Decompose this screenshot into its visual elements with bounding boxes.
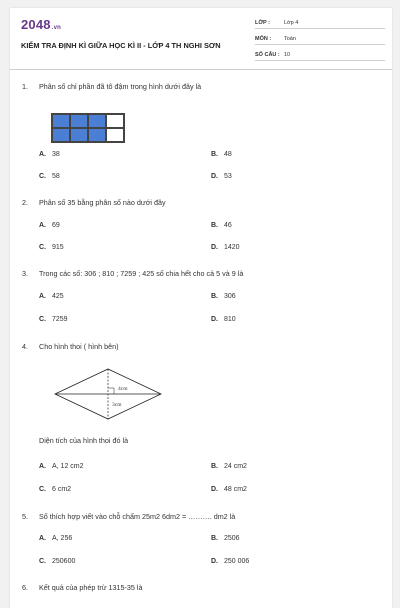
meta-label: LỚP :	[255, 20, 270, 26]
option-a[interactable]	[39, 293, 64, 300]
question-text: Kết quả của phép trừ 1315-35 là	[39, 583, 143, 592]
question-number: 3.	[22, 269, 28, 278]
option-value: 58	[52, 173, 60, 180]
option-value: 306	[224, 293, 236, 300]
option-a[interactable]	[39, 535, 72, 542]
option-a[interactable]	[39, 463, 84, 470]
option-b[interactable]	[211, 535, 240, 542]
meta-value: Lớp 4	[284, 20, 299, 26]
question-subtext: Diện tích của hình thoi đó là	[39, 436, 129, 445]
option-letter: A.	[39, 293, 46, 300]
option-letter: D.	[211, 486, 218, 493]
option-b[interactable]	[211, 463, 247, 470]
question-text: Phân số 35 bằng phân số nào dưới đây	[39, 198, 166, 207]
option-value: 250 006	[224, 558, 250, 565]
logo-suffix: .vn	[51, 25, 62, 31]
rhombus-figure	[54, 368, 162, 420]
option-letter: B.	[211, 222, 218, 229]
exam-header	[10, 8, 392, 70]
option-letter: D.	[211, 244, 218, 251]
exam-meta	[255, 15, 385, 63]
meta-label: MÔN :	[255, 36, 272, 42]
option-d[interactable]	[211, 486, 247, 493]
option-letter: A.	[39, 535, 46, 542]
question-text: Số thích hợp viết vào chỗ chấm 25m2 6dm2 = ………. dm2 là	[39, 512, 236, 521]
exam-page	[10, 8, 392, 608]
option-value: A, 256	[52, 535, 73, 542]
option-letter: A.	[39, 463, 46, 470]
meta-row-count	[255, 47, 385, 61]
option-value: 48	[224, 151, 232, 158]
option-b[interactable]	[211, 222, 232, 229]
label-4cm: 4cm	[118, 386, 128, 392]
option-letter: C.	[39, 486, 46, 493]
grid-cell-empty	[106, 114, 124, 128]
option-c[interactable]	[39, 244, 64, 251]
option-letter: D.	[211, 316, 218, 323]
option-value: 250600	[52, 558, 76, 565]
exam-title: KIỂM TRA ĐỊNH KÌ GIỮA HỌC KÌ II - LỚP 4 TH NGHI SƠN	[21, 41, 221, 50]
option-letter: C.	[39, 173, 46, 180]
option-d[interactable]	[211, 173, 232, 180]
option-letter: D.	[211, 558, 218, 565]
option-value: 69	[52, 222, 60, 229]
question-number: 5.	[22, 512, 28, 521]
logo-text: 2048	[21, 17, 51, 32]
option-value: 2506	[224, 535, 240, 542]
option-letter: A.	[39, 151, 46, 158]
option-d[interactable]	[211, 244, 240, 251]
question-number: 6.	[22, 583, 28, 592]
meta-row-subject	[255, 31, 385, 45]
meta-value: Toán	[284, 36, 296, 42]
site-logo[interactable]	[21, 17, 61, 32]
grid-cell-filled	[52, 114, 70, 128]
meta-value: 10	[284, 52, 291, 58]
option-letter: B.	[211, 535, 218, 542]
option-letter: B.	[211, 293, 218, 300]
option-value: A, 12 cm2	[52, 463, 84, 470]
option-letter: B.	[211, 151, 218, 158]
option-value: 24 cm2	[224, 463, 247, 470]
option-c[interactable]	[39, 486, 71, 493]
question-text: Cho hình thoi ( hình bên)	[39, 342, 119, 351]
right-angle-mark	[108, 388, 114, 394]
option-a[interactable]	[39, 151, 60, 158]
fraction-grid	[51, 113, 125, 143]
label-3cm: 3cm	[112, 402, 122, 408]
option-value: 915	[52, 244, 64, 251]
question-text: Phân số chỉ phần đã tô đậm trong hình dưới đây là	[39, 82, 202, 91]
option-b[interactable]	[211, 151, 232, 158]
option-d[interactable]	[211, 558, 249, 565]
grid-cell-filled	[70, 128, 88, 142]
grid-cell-filled	[70, 114, 88, 128]
option-value: 1420	[224, 244, 240, 251]
option-c[interactable]	[39, 316, 68, 323]
question-text: Trong các số: 306 ; 810 ; 7259 ; 425 số chia hết cho cả 5 và 9 là	[39, 269, 244, 278]
meta-row-class	[255, 15, 385, 29]
question-number: 4.	[22, 342, 28, 351]
option-letter: D.	[211, 173, 218, 180]
grid-cell-filled	[88, 128, 106, 142]
option-value: 38	[52, 151, 60, 158]
option-a[interactable]	[39, 222, 60, 229]
option-letter: C.	[39, 316, 46, 323]
option-letter: C.	[39, 558, 46, 565]
option-value: 6 cm2	[52, 486, 72, 493]
grid-cell-empty	[106, 128, 124, 142]
option-value: 810	[224, 316, 236, 323]
option-value: 425	[52, 293, 64, 300]
option-c[interactable]	[39, 173, 60, 180]
question-number: 1.	[22, 82, 28, 91]
option-b[interactable]	[211, 293, 236, 300]
option-c[interactable]	[39, 558, 75, 565]
grid-cell-filled	[52, 128, 70, 142]
option-value: 53	[224, 173, 232, 180]
option-letter: C.	[39, 244, 46, 251]
option-value: 48 cm2	[224, 486, 247, 493]
option-letter: A.	[39, 222, 46, 229]
question-number: 2.	[22, 198, 28, 207]
option-value: 46	[224, 222, 232, 229]
grid-cell-filled	[88, 114, 106, 128]
meta-label: SỐ CÂU :	[255, 52, 280, 58]
option-d[interactable]	[211, 316, 236, 323]
option-value: 7259	[52, 316, 68, 323]
option-letter: B.	[211, 463, 218, 470]
